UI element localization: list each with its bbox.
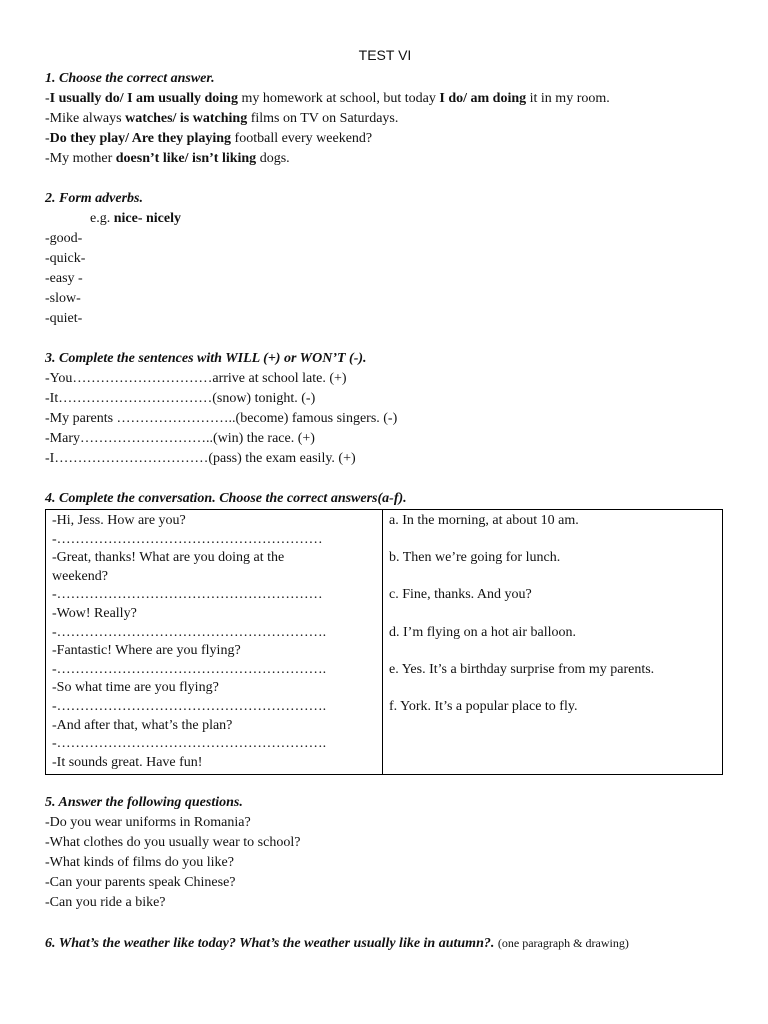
question-item: -Can you ride a bike?	[45, 895, 166, 911]
section3-heading: 3. Complete the sentences with WILL (+) or WON’T (-).	[45, 351, 367, 366]
sentence-text: dogs.	[256, 151, 290, 166]
conversation-line: -It sounds great. Have fun!	[52, 754, 203, 770]
sentence-text: it in my room.	[526, 91, 610, 106]
answer-option: d. I’m flying on a hot air balloon.	[389, 624, 577, 640]
will-sentence: -It……………………………(snow) tonight. (-)	[45, 391, 316, 406]
adverb-item: -quick-	[45, 251, 86, 266]
choice-options: watches/ is watching	[125, 111, 248, 126]
sentence-text: -	[45, 91, 50, 106]
section2-example	[45, 209, 725, 229]
conversation-column	[46, 510, 383, 775]
sentence-text: football every weekend?	[231, 131, 373, 146]
answer-option: a. In the morning, at about 10 am.	[389, 513, 579, 528]
question-item: -Do you wear uniforms in Romania?	[45, 815, 251, 831]
conversation-line: -Fantastic! Where are you flying?	[52, 643, 241, 659]
sentence-text: -My mother	[45, 151, 116, 166]
choice-sentence	[45, 149, 725, 169]
conversation-blank: -………………………………………………….	[52, 624, 327, 640]
will-sentence: -My parents ……………………..(become) famous singers. (-)	[45, 411, 398, 426]
conversation-table	[45, 509, 723, 775]
will-sentence: -Mary………………………..(win) the race. (+)	[45, 431, 315, 446]
choice-options: Do they play/ Are they playing	[49, 131, 232, 146]
will-sentence: -I……………………………(pass) the exam easily. (+)	[45, 451, 356, 466]
adverb-item: -slow-	[45, 291, 81, 306]
choice-options: I do/ am doing	[439, 91, 527, 106]
answer-option: b. Then we’re going for lunch.	[389, 550, 561, 566]
conversation-line: -Hi, Jess. How are you?	[52, 513, 186, 528]
sentence-text: my homework at school, but today	[237, 91, 440, 106]
sentence-text: -	[45, 131, 50, 146]
worksheet-page	[45, 45, 725, 953]
choice-options: doesn’t like/ isn’t liking	[115, 151, 257, 166]
adverb-item: -quiet-	[45, 311, 83, 326]
adverb-item: -good-	[45, 231, 83, 246]
choice-sentence	[45, 129, 725, 149]
section6-note: (one paragraph & drawing)	[497, 936, 629, 951]
conversation-blank: -………………………………………………….	[52, 736, 327, 752]
sentence-text: films on TV on Saturdays.	[247, 111, 399, 126]
conversation-line: -Wow! Really?	[52, 605, 137, 621]
choice-sentence	[45, 109, 725, 129]
example-prefix: e.g.	[90, 211, 114, 226]
section1-lines	[45, 89, 725, 169]
question-item: -What clothes do you usually wear to school?	[45, 835, 301, 851]
answer-option: e. Yes. It’s a birthday surprise from my parents.	[389, 661, 655, 677]
conversation-line: -Great, thanks! What are you doing at the	[52, 550, 285, 566]
conversation-blank: -…………………………………………………	[52, 531, 323, 547]
answer-option: c. Fine, thanks. And you?	[389, 587, 532, 603]
choice-sentence	[45, 89, 725, 109]
answer-option: f. York. It’s a popular place to fly.	[389, 698, 578, 714]
conversation-line: -And after that, what’s the plan?	[52, 717, 233, 733]
section4-heading: 4. Complete the conversation. Choose the correct answers(a-f).	[45, 491, 407, 506]
conversation-line: weekend?	[52, 568, 108, 584]
conversation-blank: -………………………………………………….	[52, 661, 327, 677]
section6-heading: 6. What’s the weather like today? What’s the weather usually like in autumn?.	[45, 936, 495, 952]
example-text: nice- nicely	[113, 211, 181, 226]
section5-heading: 5. Answer the following questions.	[45, 795, 243, 811]
section2-heading: 2. Form adverbs.	[45, 191, 143, 206]
section1-heading: 1. Choose the correct answer.	[45, 71, 215, 86]
choice-options: I usually do/ I am usually doing	[49, 91, 238, 106]
adverb-item: -easy -	[45, 271, 83, 286]
conversation-blank: -………………………………………………….	[52, 698, 327, 714]
conversation-blank: -…………………………………………………	[52, 587, 323, 603]
answers-column	[383, 510, 723, 775]
will-sentence: -You…………………………arrive at school late. (+)	[45, 371, 347, 386]
conversation-line: -So what time are you flying?	[52, 680, 219, 696]
page-title: TEST VI	[358, 47, 412, 63]
section6	[45, 933, 725, 953]
question-item: -What kinds of films do you like?	[45, 855, 234, 871]
question-item: -Can your parents speak Chinese?	[45, 875, 236, 891]
sentence-text: -Mike always	[45, 111, 126, 126]
